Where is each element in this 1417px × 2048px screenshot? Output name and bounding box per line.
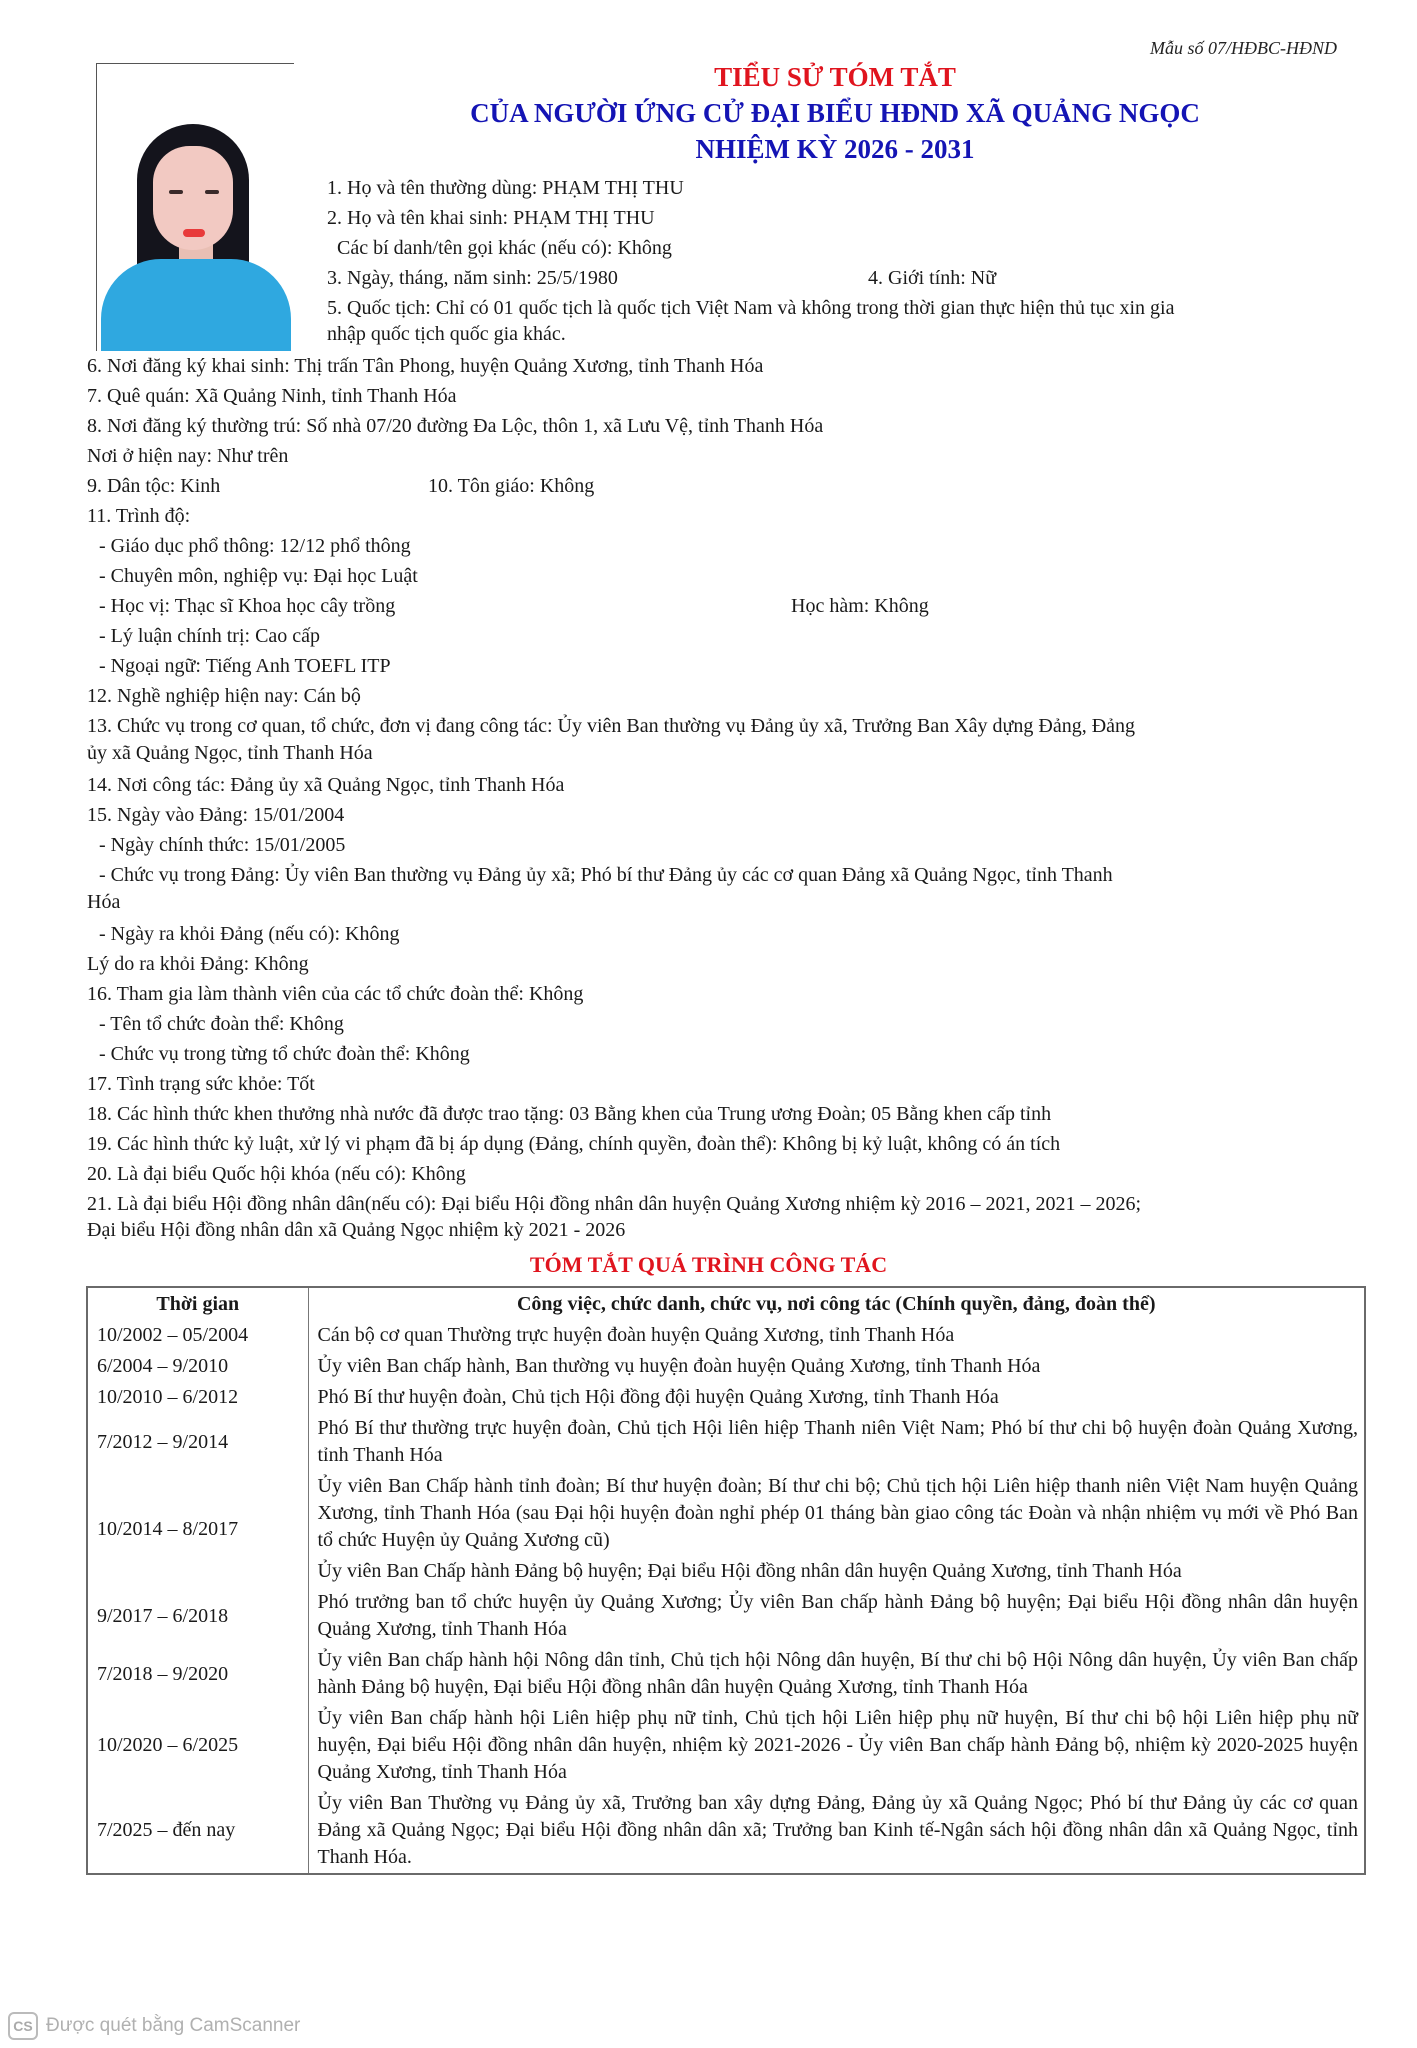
info-birthplace: 6. Nơi đăng ký khai sinh: Thị trấn Tân Phong, huyện Quảng Xương, tỉnh Thanh Hóa: [87, 355, 764, 377]
row-time: 7/2025 – đến nay: [87, 1788, 308, 1874]
info-occupation: 12. Nghề nghiệp hiện nay: Cán bộ: [87, 685, 361, 707]
info-workplace: 14. Nơi công tác: Đảng ủy xã Quảng Ngọc, tỉnh Thanh Hóa: [87, 774, 565, 796]
table-row: [87, 1587, 1365, 1645]
info-party-official-date: - Ngày chính thức: 15/01/2005: [99, 834, 346, 856]
info-edu-general: - Giáo dục phổ thông: 12/12 phổ thông: [99, 535, 411, 557]
doc-title: TIỂU SỬ TÓM TẮT: [714, 62, 956, 92]
row-description: Ủy viên Ban Thường vụ Đảng ủy xã, Trưởng ban xây dựng Đảng, Đảng ủy xã Quảng Ngọc; Phó bí thư Đảng ủy các cơ quan Đảng xã Quảng Ngọc; Đại biểu Hội đồng nhân dân xã; Trưởng ban Kinh tế-Ngân sách hội đồng nhân dân xã Quảng Ngọc, tỉnh Thanh Hóa.: [317, 1792, 1358, 1868]
info-national-assembly: 20. Là đại biểu Quốc hội khóa (nếu có): Không: [87, 1163, 466, 1185]
info-health: 17. Tình trạng sức khỏe: Tốt: [87, 1073, 315, 1095]
camscanner-logo-icon: CS: [8, 2012, 38, 2040]
form-code: Mẫu số 07/HĐBC-HĐND: [1150, 38, 1337, 58]
info-birth-name: 2. Họ và tên khai sinh: PHẠM THỊ THU: [327, 207, 655, 229]
info-ethnicity: 9. Dân tộc: Kinh: [87, 475, 221, 497]
row-time: 7/2018 – 9/2020: [87, 1645, 308, 1703]
table-row: [87, 1788, 1365, 1874]
photo-shirt: [101, 259, 291, 351]
table-row: [87, 1382, 1365, 1413]
candidate-photo: [96, 63, 294, 351]
work-history-heading: TÓM TẮT QUÁ TRÌNH CÔNG TÁC: [529, 1252, 888, 1277]
info-common-name: 1. Họ và tên thường dùng: PHẠM THỊ THU: [327, 177, 684, 199]
info-hometown: 7. Quê quán: Xã Quảng Ninh, tỉnh Thanh Hóa: [87, 385, 457, 407]
info-gender: 4. Giới tính: Nữ: [868, 267, 997, 289]
row-time: 10/2020 – 6/2025: [87, 1703, 308, 1788]
table-row: [87, 1703, 1365, 1788]
watermark-text: Được quét bằng CamScanner: [46, 2015, 301, 2036]
info-edu-degree: - Học vị: Thạc sĩ Khoa học cây trồng: [99, 595, 396, 617]
info-current-residence: Nơi ở hiện nay: Như trên: [87, 445, 289, 467]
row-time: 10/2010 – 6/2012: [87, 1382, 308, 1413]
photo-lips: [183, 229, 205, 237]
row-description: Ủy viên Ban Chấp hành Đảng bộ huyện; Đại biểu Hội đồng nhân dân huyện Quảng Xương, tỉnh Thanh Hóa: [317, 1560, 1182, 1582]
row-description: Phó Bí thư huyện đoàn, Chủ tịch Hội đồng đội huyện Quảng Xương, tỉnh Thanh Hóa: [317, 1386, 999, 1408]
info-party-leave-date: - Ngày ra khỏi Đảng (nếu có): Không: [99, 923, 400, 945]
row-description: Phó Bí thư thường trực huyện đoàn, Chủ tịch Hội liên hiệp Thanh niên Việt Nam; Phó bí thư chi bộ huyện đoàn Quảng Xương, tỉnh Thanh Hóa: [317, 1417, 1358, 1466]
info-organizations: 16. Tham gia làm thành viên của các tổ chức đoàn thể: Không: [87, 983, 584, 1005]
row-description: Ủy viên Ban chấp hành, Ban thường vụ huyện đoàn huyện Quảng Xương, tỉnh Thanh Hóa: [317, 1355, 1041, 1377]
photo-eye: [205, 190, 219, 194]
table-row: [87, 1645, 1365, 1703]
info-permanent-address: 8. Nơi đăng ký thường trú: Số nhà 07/20 đường Đa Lộc, thôn 1, xã Lưu Vệ, tỉnh Thanh Hóa: [87, 415, 824, 437]
info-party-position-cont: Hóa: [87, 891, 121, 913]
row-time: 7/2012 – 9/2014: [87, 1413, 308, 1471]
info-position-cont: ủy xã Quảng Ngọc, tỉnh Thanh Hóa: [87, 742, 373, 764]
row-time: 9/2017 – 6/2018: [87, 1587, 308, 1645]
photo-eye: [169, 190, 183, 194]
row-description: Ủy viên Ban chấp hành hội Nông dân tỉnh, Chủ tịch hội Nông dân huyện, Bí thư chi bộ Hội Nông dân huyện, Ủy viên Ban chấp hành Đảng bộ huyện, Đại biểu Hội đồng nhân dân huyện Quảng Xương, tỉnh Thanh Hóa: [317, 1649, 1358, 1698]
info-party-leave-reason: Lý do ra khỏi Đảng: Không: [87, 953, 309, 975]
info-edu-specialty: - Chuyên môn, nghiệp vụ: Đại học Luật: [99, 565, 418, 587]
row-time: 6/2004 – 9/2010: [87, 1351, 308, 1382]
work-history-table: [86, 1286, 1366, 1875]
table-header-row: [87, 1287, 1365, 1320]
info-peoples-council: 21. Là đại biểu Hội đồng nhân dân(nếu có): Đại biểu Hội đồng nhân dân huyện Quảng Xương nhiệm kỳ 2016 – 2021, 2021 – 2026;: [87, 1193, 1142, 1215]
table-row: [87, 1413, 1365, 1471]
info-education-heading: 11. Trình độ:: [87, 505, 191, 527]
row-description: Phó trưởng ban tổ chức huyện ủy Quảng Xương; Ủy viên Ban chấp hành Đảng bộ huyện; Đại biểu Hội đồng nhân dân huyện Quảng Xương, tỉnh Thanh Hóa: [317, 1591, 1358, 1640]
table-row: [87, 1320, 1365, 1351]
info-edu-language: - Ngoại ngữ: Tiếng Anh TOEFL ITP: [99, 655, 391, 677]
row-time: 10/2002 – 05/2004: [87, 1320, 308, 1351]
info-nationality: 5. Quốc tịch: Chỉ có 01 quốc tịch là quốc tịch Việt Nam và không trong thời gian thực hiện thủ tục xin gia: [327, 297, 1175, 319]
info-org-position: - Chức vụ trong từng tổ chức đoàn thể: Không: [99, 1043, 470, 1065]
info-religion: 10. Tôn giáo: Không: [428, 475, 595, 497]
info-org-name: - Tên tổ chức đoàn thể: Không: [99, 1013, 344, 1035]
info-discipline: 19. Các hình thức kỷ luật, xử lý vi phạm đã bị áp dụng (Đảng, chính quyền, đoàn thể): Không bị kỷ luật, không có án tích: [87, 1133, 1061, 1155]
row-description: Ủy viên Ban chấp hành hội Liên hiệp phụ nữ tỉnh, Chủ tịch hội Liên hiệp phụ nữ huyện, Bí thư chi bộ hội Liên hiệp phụ nữ huyện, Đại biểu Hội đồng nhân dân huyện, nhiệm kỳ 2021-2026 - Ủy viên Ban chấp hành Đảng bộ, nhiệm kỳ 2020-2025 huyện Quảng Xương, tỉnh Thanh Hóa: [317, 1707, 1358, 1783]
info-peoples-council-cont: Đại biểu Hội đồng nhân dân xã Quảng Ngọc nhiệm kỳ 2021 - 2026: [87, 1219, 626, 1241]
info-alias: Các bí danh/tên gọi khác (nếu có): Không: [337, 237, 672, 259]
row-description: Cán bộ cơ quan Thường trực huyện đoàn huyện Quảng Xương, tỉnh Thanh Hóa: [317, 1324, 955, 1346]
info-nationality-cont: nhập quốc tịch quốc gia khác.: [327, 323, 566, 345]
doc-subtitle: CỦA NGƯỜI ỨNG CỬ ĐẠI BIỂU HĐND XÃ QUẢNG NGỌC: [470, 98, 1200, 128]
table-row: [87, 1471, 1365, 1556]
info-party-join-date: 15. Ngày vào Đảng: 15/01/2004: [87, 804, 345, 826]
camscanner-watermark: [8, 2012, 300, 2040]
column-header-time: Thời gian: [87, 1287, 308, 1320]
column-header-description: Công việc, chức danh, chức vụ, nơi công tác (Chính quyền, đảng, đoàn thể): [516, 1293, 1156, 1315]
info-dob: 3. Ngày, tháng, năm sinh: 25/5/1980: [327, 267, 618, 289]
doc-term: NHIỆM KỲ 2026 - 2031: [695, 134, 975, 164]
info-edu-politics: - Lý luận chính trị: Cao cấp: [99, 625, 321, 647]
row-time: 10/2014 – 8/2017: [87, 1471, 308, 1587]
info-position: 13. Chức vụ trong cơ quan, tổ chức, đơn vị đang công tác: Ủy viên Ban thường vụ Đảng ủy xã, Trưởng Ban Xây dựng Đảng, Đảng: [87, 715, 1136, 737]
info-awards: 18. Các hình thức khen thưởng nhà nước đã được trao tặng: 03 Bằng khen của Trung ương Đoàn; 05 Bằng khen cấp tỉnh: [87, 1103, 1052, 1125]
table-row: [87, 1351, 1365, 1382]
info-edu-academic-title: Học hàm: Không: [791, 595, 929, 617]
row-description: Ủy viên Ban Chấp hành tỉnh đoàn; Bí thư huyện đoàn; Bí thư chi bộ; Chủ tịch hội Liên hiệp thanh niên Việt Nam huyện Quảng Xương, tỉnh Thanh Hóa (sau Đại hội huyện đoàn nghỉ phép 01 tháng bàn giao công tác Đoàn và nhận nhiệm vụ mới về Phó Ban tổ chức Huyện ủy Quảng Xương cũ): [317, 1475, 1358, 1551]
info-party-position: - Chức vụ trong Đảng: Ủy viên Ban thường vụ Đảng ủy xã; Phó bí thư Đảng ủy các cơ quan Đảng xã Quảng Ngọc, tỉnh Thanh: [99, 864, 1113, 886]
